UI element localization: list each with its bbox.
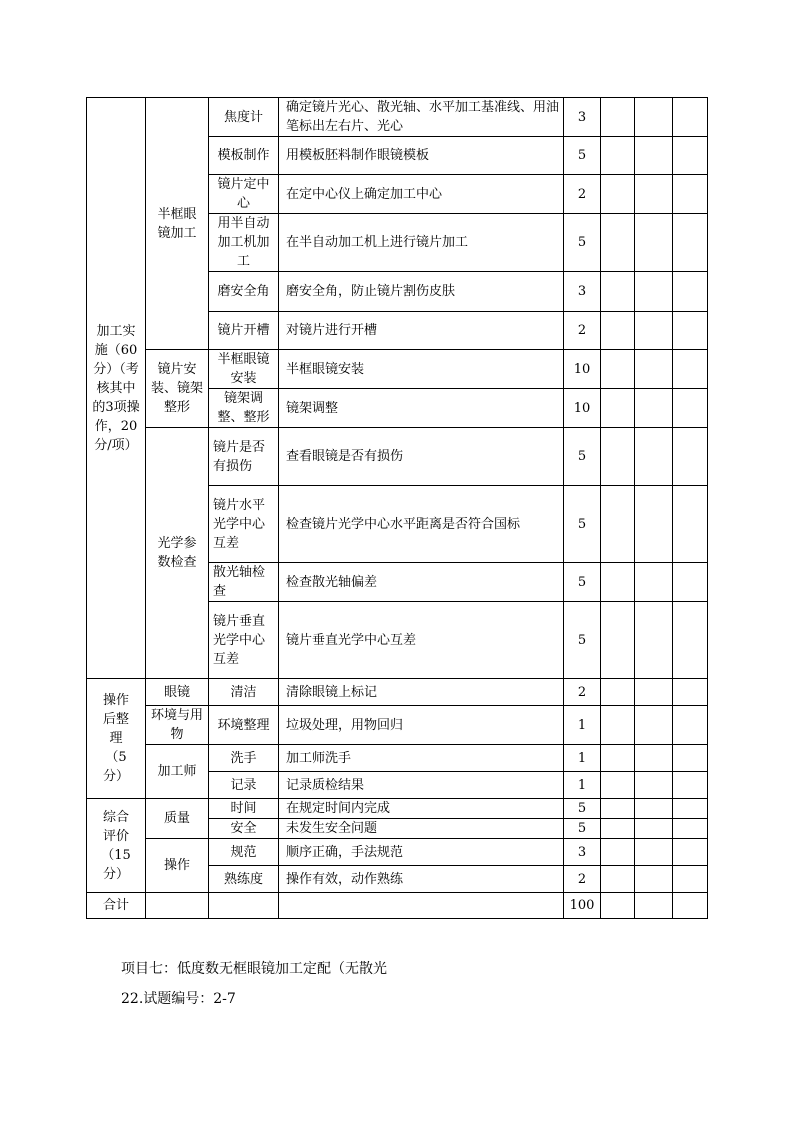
group-cell: 环境与用物: [146, 706, 209, 745]
table-row: [87, 350, 708, 389]
score-cell: 2: [564, 866, 601, 893]
blank-cell: [601, 312, 635, 350]
score-cell: 2: [564, 679, 601, 706]
table-row: [87, 706, 708, 745]
blank-cell: [146, 893, 209, 919]
blank-cell: [673, 706, 708, 745]
group-cell: 半框眼镜加工: [146, 98, 209, 350]
blank-cell: [673, 772, 708, 799]
content-cell: 操作有效，动作熟练: [279, 866, 564, 893]
content-cell: 检查散光轴偏差: [279, 563, 564, 602]
blank-cell: [673, 745, 708, 772]
blank-cell: [673, 272, 708, 312]
blank-cell: [673, 819, 708, 839]
item-cell: 镜架调整、整形: [209, 389, 279, 428]
content-cell: 在规定时间内完成: [279, 799, 564, 819]
content-cell: 磨安全角，防止镜片割伤皮肤: [279, 272, 564, 312]
item-cell: 半框眼镜安装: [209, 350, 279, 389]
score-cell: 10: [564, 350, 601, 389]
blank-cell: [635, 799, 673, 819]
item-cell: 焦度计: [209, 98, 279, 137]
item-cell: 镜片开槽: [209, 312, 279, 350]
score-cell: 5: [564, 137, 601, 175]
score-cell: 10: [564, 389, 601, 428]
score-cell: 1: [564, 772, 601, 799]
blank-cell: [673, 175, 708, 214]
blank-cell: [601, 272, 635, 312]
blank-cell: [635, 428, 673, 486]
blank-cell: [635, 272, 673, 312]
content-cell: 清除眼镜上标记: [279, 679, 564, 706]
blank-cell: [635, 602, 673, 679]
blank-cell: [673, 839, 708, 866]
blank-cell: [673, 137, 708, 175]
score-cell: 5: [564, 799, 601, 819]
blank-cell: [601, 745, 635, 772]
blank-cell: [635, 893, 673, 919]
group-cell: 眼镜: [146, 679, 209, 706]
content-cell: 顺序正确，手法规范: [279, 839, 564, 866]
item-cell: 时间: [209, 799, 279, 819]
content-cell: 镜架调整: [279, 389, 564, 428]
content-cell: 半框眼镜安装: [279, 350, 564, 389]
content-cell: 对镜片进行开槽: [279, 312, 564, 350]
blank-cell: [601, 839, 635, 866]
blank-cell: [635, 389, 673, 428]
content-cell: 查看眼镜是否有损伤: [279, 428, 564, 486]
blank-cell: [673, 866, 708, 893]
table-row: [87, 428, 708, 486]
table-row: [87, 839, 708, 866]
blank-cell: [601, 866, 635, 893]
blank-cell: [673, 214, 708, 272]
item-cell: 熟练度: [209, 866, 279, 893]
content-cell: 垃圾处理，用物回归: [279, 706, 564, 745]
blank-cell: [673, 98, 708, 137]
blank-cell: [601, 214, 635, 272]
blank-cell: [635, 706, 673, 745]
blank-cell: [635, 350, 673, 389]
score-cell: 2: [564, 312, 601, 350]
score-cell: 5: [564, 819, 601, 839]
item-cell: 散光轴检查: [209, 563, 279, 602]
question-number: 22.试题编号：2-7: [121, 991, 236, 1007]
content-cell: 记录质检结果: [279, 772, 564, 799]
item-cell: 镜片是否有损伤: [209, 428, 279, 486]
blank-cell: [209, 893, 279, 919]
content-cell: 在半自动加工机上进行镜片加工: [279, 214, 564, 272]
blank-cell: [601, 819, 635, 839]
blank-cell: [635, 772, 673, 799]
group-cell: 光学参数检查: [146, 428, 209, 679]
score-cell: 5: [564, 214, 601, 272]
content-cell: 检查镜片光学中心水平距离是否符合国标: [279, 486, 564, 563]
item-cell: 镜片定中心: [209, 175, 279, 214]
project-heading: 项目七：低度数无框眼镜加工定配（无散光: [121, 961, 387, 977]
blank-cell: [635, 866, 673, 893]
table-row: [87, 98, 708, 137]
content-cell: 在定中心仪上确定加工中心: [279, 175, 564, 214]
item-cell: 用半自动加工机加工: [209, 214, 279, 272]
score-cell: 5: [564, 602, 601, 679]
score-cell: 3: [564, 272, 601, 312]
blank-cell: [635, 563, 673, 602]
item-cell: 模板制作: [209, 137, 279, 175]
group-cell: 加工师: [146, 745, 209, 799]
blank-cell: [635, 839, 673, 866]
table-row: [87, 679, 708, 706]
item-cell: 洗手: [209, 745, 279, 772]
score-cell: 5: [564, 563, 601, 602]
category-cell: 操作后整理（5分）: [87, 679, 146, 799]
scoring-table: [86, 97, 708, 919]
item-cell: 规范: [209, 839, 279, 866]
blank-cell: [635, 679, 673, 706]
item-cell: 记录: [209, 772, 279, 799]
category-cell: 综合评价（15分）: [87, 799, 146, 893]
blank-cell: [601, 602, 635, 679]
blank-cell: [673, 602, 708, 679]
item-cell: 环境整理: [209, 706, 279, 745]
blank-cell: [635, 214, 673, 272]
table-row: [87, 799, 708, 819]
blank-cell: [635, 175, 673, 214]
blank-cell: [601, 389, 635, 428]
blank-cell: [673, 893, 708, 919]
score-cell: 1: [564, 745, 601, 772]
content-cell: 加工师洗手: [279, 745, 564, 772]
content-cell: 用模板胚料制作眼镜模板: [279, 137, 564, 175]
score-cell: 5: [564, 486, 601, 563]
blank-cell: [601, 98, 635, 137]
content-cell: 未发生安全问题: [279, 819, 564, 839]
blank-cell: [601, 706, 635, 745]
group-cell: 操作: [146, 839, 209, 893]
blank-cell: [601, 350, 635, 389]
blank-cell: [601, 799, 635, 819]
blank-cell: [673, 312, 708, 350]
table-row: [87, 745, 708, 772]
blank-cell: [673, 679, 708, 706]
score-cell: 3: [564, 839, 601, 866]
item-cell: 镜片垂直光学中心互差: [209, 602, 279, 679]
blank-cell: [601, 893, 635, 919]
blank-cell: [673, 486, 708, 563]
score-cell: 2: [564, 175, 601, 214]
blank-cell: [635, 137, 673, 175]
item-cell: 清洁: [209, 679, 279, 706]
item-cell: 镜片水平光学中心互差: [209, 486, 279, 563]
blank-cell: [673, 428, 708, 486]
content-cell: 镜片垂直光学中心互差: [279, 602, 564, 679]
blank-cell: [601, 175, 635, 214]
content-cell: 确定镜片光心、散光轴、水平加工基准线、用油笔标出左右片、光心: [279, 98, 564, 137]
blank-cell: [635, 745, 673, 772]
blank-cell: [635, 819, 673, 839]
blank-cell: [601, 563, 635, 602]
category-cell: 加工实施（60分）（考核其中的3项操作，20分/项）: [87, 98, 146, 679]
total-row: [87, 893, 708, 919]
blank-cell: [601, 679, 635, 706]
blank-cell: [635, 486, 673, 563]
item-cell: 磨安全角: [209, 272, 279, 312]
blank-cell: [673, 799, 708, 819]
blank-cell: [601, 137, 635, 175]
blank-cell: [673, 389, 708, 428]
group-cell: 质量: [146, 799, 209, 839]
blank-cell: [601, 486, 635, 563]
blank-cell: [601, 428, 635, 486]
blank-cell: [673, 563, 708, 602]
total-score: 100: [564, 893, 601, 919]
item-cell: 安全: [209, 819, 279, 839]
blank-cell: [673, 350, 708, 389]
blank-cell: [635, 312, 673, 350]
group-cell: 镜片安装、镜架整形: [146, 350, 209, 428]
score-cell: 3: [564, 98, 601, 137]
blank-cell: [635, 98, 673, 137]
score-cell: 1: [564, 706, 601, 745]
blank-cell: [279, 893, 564, 919]
total-label: 合计: [87, 893, 146, 919]
blank-cell: [601, 772, 635, 799]
score-cell: 5: [564, 428, 601, 486]
